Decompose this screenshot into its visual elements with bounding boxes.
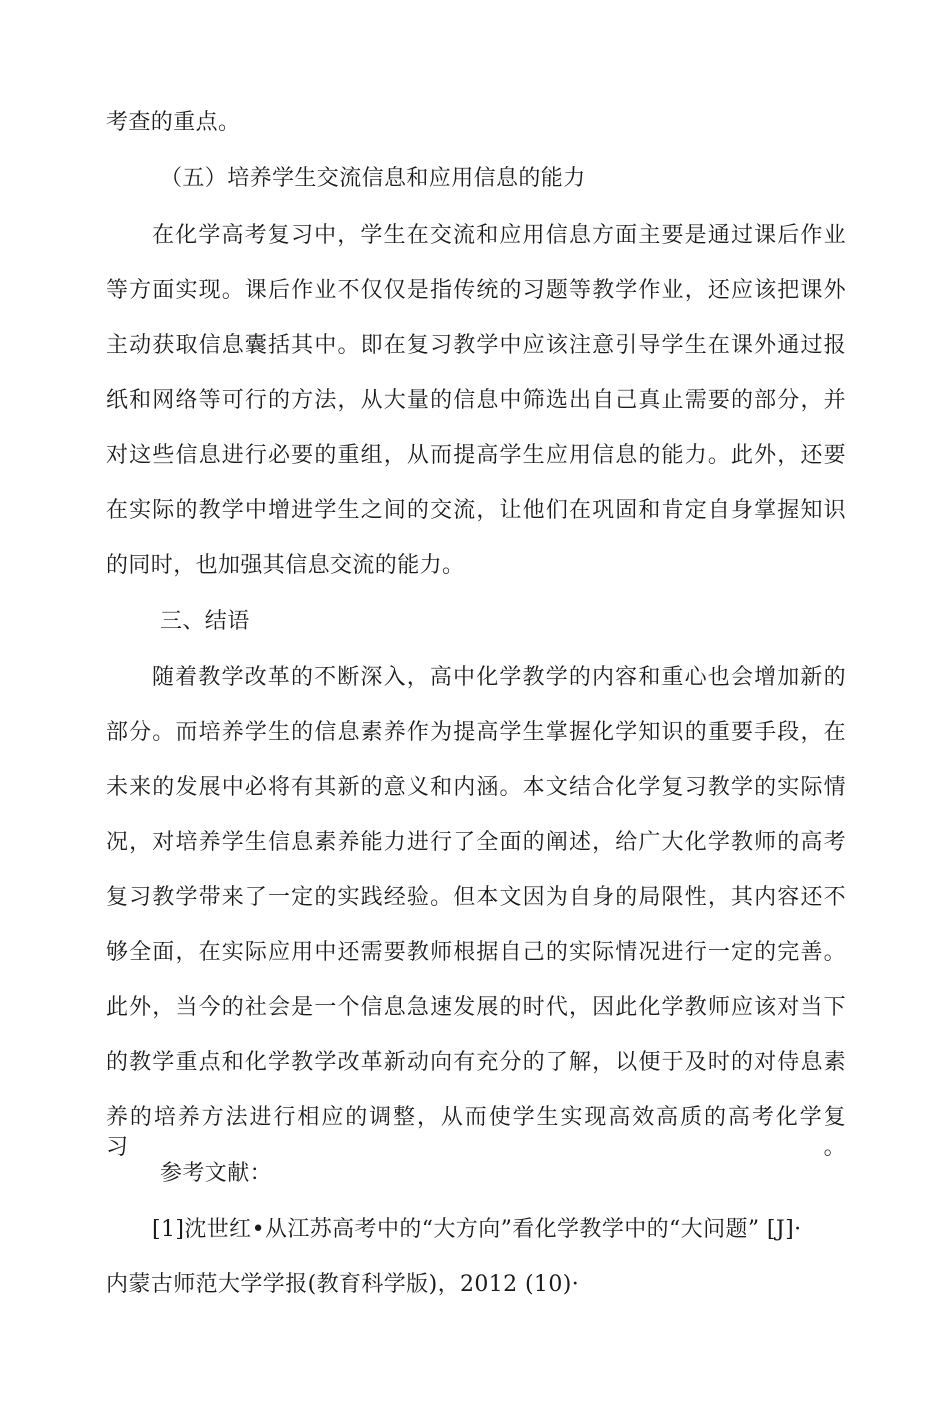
paragraph-line: 未来的发展中必将有其新的意义和内涵。本文结合化学复习教学的实际情 <box>106 775 846 800</box>
paragraph-line: 在实际的教学中增进学生之间的交流，让他们在巩固和肯定自身掌握知识 <box>106 498 846 523</box>
paragraph-line: 对这些信息进行必要的重组，从而提高学生应用信息的能力。此外，还要 <box>106 443 846 468</box>
section-heading: （五）培养学生交流信息和应用信息的能力 <box>160 166 586 191</box>
section-heading: 三、结语 <box>160 609 250 634</box>
paragraph-line: 等方面实现。课后作业不仅仅是指传统的习题等教学作业，还应该把课外 <box>106 278 846 303</box>
paragraph-line: 主动获取信息囊括其中。即在复习教学中应该注意引导学生在课外通过报 <box>106 333 846 358</box>
paragraph-line: 够全面，在实际应用中还需要教师根据自己的实际情况进行一定的完善。 <box>106 940 846 965</box>
reference-line: 内蒙古师范大学学报(教育科学版)，2012 (10)· <box>106 1272 580 1297</box>
paragraph-line: 的教学重点和化学教学改革新动向有充分的了解，以便于及时的对侍息素 <box>106 1050 846 1075</box>
reference-line: [1]沈世红•从江苏高考中的“大方向”看化学教学中的“大问题” [J]· <box>152 1217 802 1242</box>
references-heading: 参考文献： <box>160 1161 273 1186</box>
paragraph-line: 部分。而培养学生的信息素养作为提高学生掌握化学知识的重要手段，在 <box>106 720 846 745</box>
paragraph-line: 复习教学带来了一定的实践经验。但本文因为自身的局限性，其内容还不 <box>106 885 846 910</box>
paragraph-line: 的同时，也加强其信息交流的能力。 <box>106 553 465 578</box>
paragraph-line: 在化学高考复习中，学生在交流和应用信息方面主要是通过课后作业 <box>152 223 846 248</box>
paragraph-line: 考查的重点。 <box>106 110 241 135</box>
paragraph-line: 此外，当今的社会是一个信息急速发展的时代，因此化学教师应该对当下 <box>106 995 846 1020</box>
paragraph-line: 纸和网络等可行的方法，从大量的信息中筛选出自己真止需要的部分，并 <box>106 388 846 413</box>
paragraph-line: 随着教学改革的不断深入，高中化学教学的内容和重心也会增加新的 <box>152 665 846 690</box>
paragraph-line: 养的培养方法进行相应的调整，从而使学生实现高效高质的高考化学复 习。 <box>106 1105 846 1160</box>
paragraph-line: 况，对培养学生信息素养能力进行了全面的阐述，给广大化学教师的高考 <box>106 830 846 855</box>
